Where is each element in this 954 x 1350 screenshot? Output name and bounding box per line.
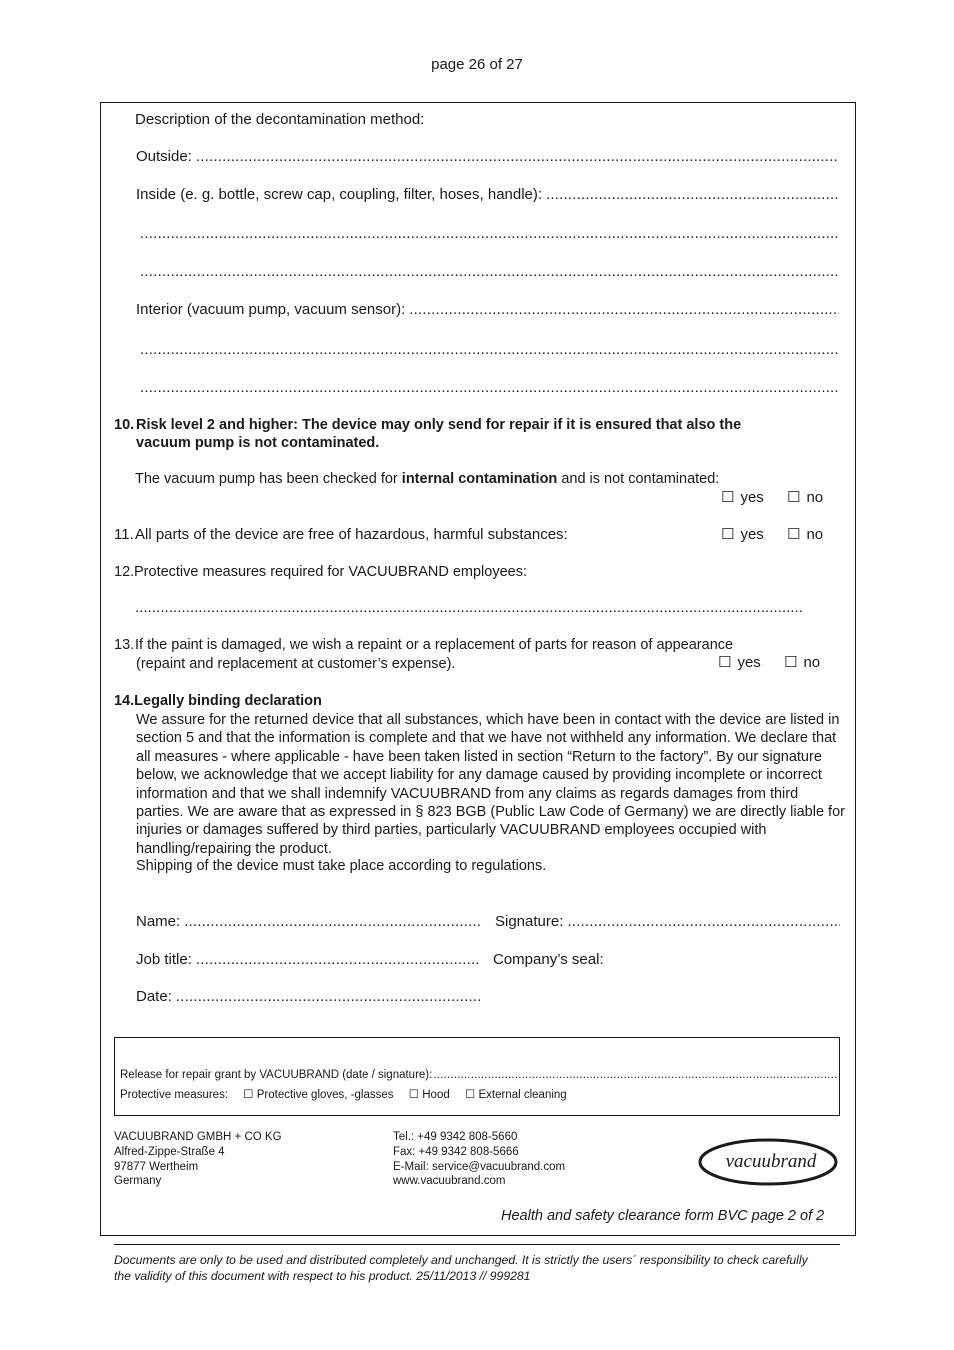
form-caption: Health and safety clearance form BVC page 2 of 2 bbox=[501, 1208, 825, 1224]
section-13-line1: If the paint is damaged, we wish a repaint or a replacement of parts for reason of appearance bbox=[135, 637, 734, 653]
name-dotted-line bbox=[184, 913, 481, 930]
company-seal-label: Company’s seal: bbox=[493, 951, 604, 968]
inside-dotted-line bbox=[546, 186, 839, 203]
section-12-text: Protective measures required for VACUUBRAND employees: bbox=[134, 564, 527, 580]
date-label: Date: bbox=[136, 988, 172, 1005]
signature-label: Signature: bbox=[495, 913, 564, 930]
footer-divider bbox=[114, 1244, 840, 1245]
section-14-shipping: Shipping of the device must take place according to regulations. bbox=[136, 858, 547, 874]
section-14-declaration: We assure for the returned device that all substances, which have been in contact with the device are listed in section 5 and that the information is complete and that we have not withheld any information. We declare that all measures - where applicable - have been taken listed in section “Return to the factory”. By our signature below, we acknowledge that we accept liability for any damage caused by providing incomplete or incorrect information and that we shall indemnify VACUUBRAND from any claims as regards damages from third parties. We are aware that as expressed in § 823 BGB (Public Law Code of Germany) we are directly liable for injuries or damages suffered by third parties, particularly VACUUBRAND employees occupied with handling/repairing the product. bbox=[136, 712, 845, 857]
company-email[interactable]: E-Mail: service@vacuubrand.com bbox=[393, 1160, 566, 1173]
section-11-number: 11. bbox=[114, 526, 134, 543]
decon-heading: Description of the decontamination method: bbox=[135, 111, 425, 128]
outside-label: Outside: bbox=[136, 148, 192, 165]
job-title-field[interactable] bbox=[136, 951, 481, 968]
footnote-line2: the validity of this document with respect to his product. 25/11/2013 // 999281 bbox=[114, 1269, 531, 1283]
job-title-dotted-line bbox=[196, 951, 481, 968]
checkbox-icon: ☐ bbox=[721, 525, 735, 543]
section-13-no-checkbox[interactable]: ☐ no bbox=[784, 653, 821, 671]
section-12-dotted-line[interactable] bbox=[135, 600, 803, 616]
interior-extra-line-2[interactable] bbox=[140, 379, 839, 396]
outside-dotted-line bbox=[196, 148, 839, 165]
section-10-heading-line1: Risk level 2 and higher: The device may only send for repair if it is ensured that also the bbox=[136, 417, 742, 433]
option-external-cleaning[interactable]: ☐ External cleaning bbox=[464, 1089, 567, 1101]
checkbox-icon: ☐ bbox=[784, 653, 798, 671]
section-14-heading: 14.Legally binding declaration bbox=[114, 693, 322, 709]
inside-extra-line-2[interactable] bbox=[140, 263, 839, 280]
section-11-no-checkbox[interactable]: ☐ no bbox=[787, 525, 824, 543]
section-12-number: 12. bbox=[114, 564, 135, 580]
company-address bbox=[114, 1130, 282, 1189]
signature-field[interactable] bbox=[495, 913, 840, 930]
section-11-yes-checkbox[interactable]: ☐ yes bbox=[721, 525, 764, 543]
company-contact bbox=[393, 1130, 565, 1189]
section-10-yes-checkbox[interactable]: ☐ yes bbox=[721, 488, 764, 506]
protective-measures-label: Protective measures: bbox=[120, 1089, 229, 1101]
section-10-number: 10. bbox=[114, 417, 135, 433]
checkbox-icon: ☐ bbox=[787, 525, 801, 543]
signature-dotted-line bbox=[567, 913, 840, 930]
company-fax: Fax: +49 9342 808-5666 bbox=[393, 1145, 519, 1158]
footnote bbox=[114, 1252, 854, 1284]
section-13-yes-checkbox[interactable]: ☐ yes bbox=[718, 653, 761, 671]
logo-text: vacuubrand bbox=[725, 1151, 817, 1172]
company-tel: Tel.: +49 9342 808-5660 bbox=[393, 1131, 518, 1143]
logo-ellipse-icon bbox=[698, 1137, 838, 1187]
checkbox-icon: ☐ bbox=[464, 1089, 479, 1101]
page-number: page 26 of 27 bbox=[431, 56, 523, 73]
section-10-no-checkbox[interactable]: ☐ no bbox=[787, 488, 824, 506]
date-dotted-line bbox=[176, 988, 481, 1005]
release-dotted-line bbox=[433, 1069, 838, 1081]
company-country: Germany bbox=[114, 1175, 162, 1188]
outside-field[interactable] bbox=[136, 148, 839, 165]
checkbox-icon: ☐ bbox=[243, 1089, 257, 1101]
name-label: Name: bbox=[136, 913, 181, 930]
interior-dotted-line bbox=[409, 301, 839, 318]
checkbox-icon: ☐ bbox=[787, 488, 801, 506]
company-name: VACUUBRAND GMBH + CO KG bbox=[114, 1131, 282, 1143]
option-gloves[interactable]: ☐ Protective gloves, -glasses bbox=[243, 1089, 394, 1101]
company-street: Alfred-Zippe-Straße 4 bbox=[114, 1145, 225, 1158]
interior-label: Interior (vacuum pump, vacuum sensor): bbox=[136, 301, 406, 318]
interior-field[interactable] bbox=[136, 301, 839, 318]
checkbox-icon: ☐ bbox=[721, 488, 735, 506]
company-web[interactable]: www.vacuubrand.com bbox=[393, 1175, 506, 1188]
section-11-text: All parts of the device are free of hazardous, harmful substances: bbox=[135, 526, 568, 543]
section-10-heading-line2: vacuum pump is not contaminated. bbox=[136, 435, 380, 451]
release-field[interactable] bbox=[120, 1069, 838, 1081]
footnote-line1: Documents are only to be used and distributed completely and unchanged. It is strictly the users´ responsibility to check carefully bbox=[114, 1253, 808, 1267]
protective-measures-row bbox=[120, 1087, 567, 1101]
name-field[interactable] bbox=[136, 913, 481, 930]
checkbox-icon: ☐ bbox=[408, 1089, 423, 1101]
section-13-line2: (repaint and replacement at customer’s expense). bbox=[136, 656, 456, 672]
company-city: 97877 Wertheim bbox=[114, 1160, 199, 1173]
inside-extra-line-1[interactable] bbox=[140, 225, 839, 242]
vacuubrand-logo bbox=[698, 1137, 838, 1187]
section-13-number: 13. bbox=[114, 637, 135, 653]
release-label: Release for repair grant by VACUUBRAND (date / signature): bbox=[120, 1069, 433, 1081]
job-title-label: Job title: bbox=[136, 951, 192, 968]
interior-extra-line-1[interactable] bbox=[140, 341, 839, 358]
option-hood[interactable]: ☐ Hood bbox=[408, 1089, 450, 1101]
inside-label: Inside (e. g. bottle, screw cap, coupling, filter, hoses, handle): bbox=[136, 186, 543, 203]
date-field[interactable] bbox=[136, 988, 481, 1005]
checkbox-icon: ☐ bbox=[718, 653, 732, 671]
section-10-text: The vacuum pump has been checked for internal contamination and is not contaminated: bbox=[135, 471, 720, 487]
inside-field[interactable] bbox=[136, 186, 839, 203]
